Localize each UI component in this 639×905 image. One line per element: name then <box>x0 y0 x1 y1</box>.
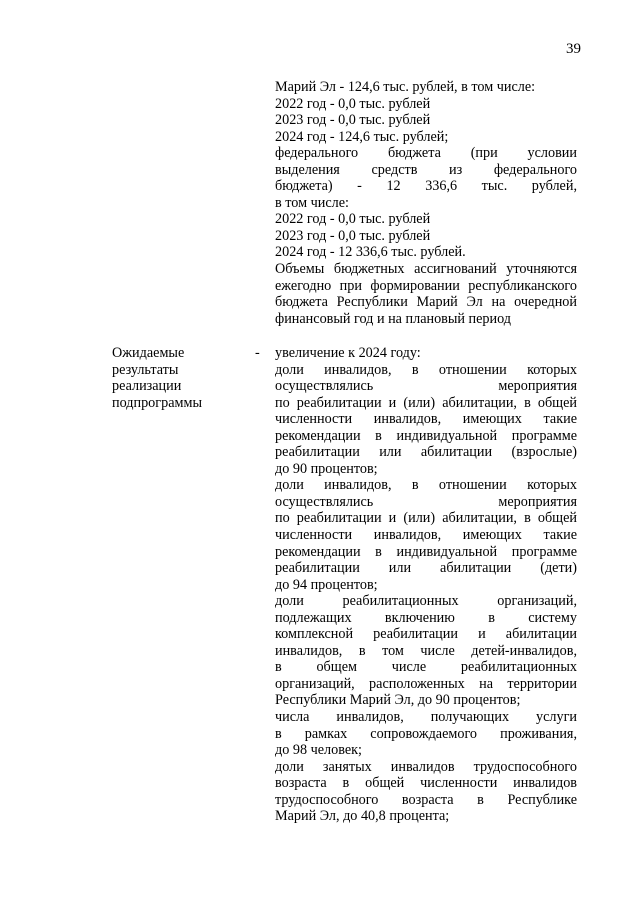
results-label-line: реализации <box>112 378 182 395</box>
results-line: осуществлялись мероприятия <box>275 378 577 395</box>
results-line: до 94 процентов; <box>275 576 378 593</box>
results-line: реабилитации или абилитации (взрослые) <box>275 444 577 461</box>
page-number: 39 <box>566 41 581 57</box>
finance-line: финансовый год и на плановый период <box>275 310 512 327</box>
results-line: численности инвалидов, имеющих такие <box>275 411 577 428</box>
results-label-line: подпрограммы <box>112 394 202 411</box>
results-line: возраста в общей численности инвалидов <box>275 775 577 792</box>
results-line: числа инвалидов, получающих услуги <box>275 709 577 726</box>
results-line: комплексной реабилитации и абилитации <box>275 626 577 643</box>
results-dash: - <box>255 345 260 361</box>
finance-line: ежегодно при формировании республиканского <box>275 277 577 294</box>
finance-block <box>275 79 577 327</box>
results-line: осуществлялись мероприятия <box>275 493 577 510</box>
results-label <box>112 345 252 411</box>
finance-line: 2024 год - 12 336,6 тыс. рублей. <box>275 244 466 261</box>
results-line: доли инвалидов, в отношении которых <box>275 477 577 494</box>
results-line: доли реабилитационных организаций, <box>275 593 577 610</box>
results-line: реабилитации или абилитации (дети) <box>275 560 577 577</box>
results-line: доли занятых инвалидов трудоспособного <box>275 758 577 775</box>
results-line: рекомендации в индивидуальной программе <box>275 543 577 560</box>
finance-line: бюджета Республики Марий Эл на очередной <box>275 294 577 311</box>
results-block <box>275 345 577 825</box>
results-line: доли инвалидов, в отношении которых <box>275 361 577 378</box>
finance-line: 2022 год - 0,0 тыс. рублей <box>275 95 431 112</box>
results-label-line: результаты <box>112 361 179 378</box>
finance-line: 2023 год - 0,0 тыс. рублей <box>275 112 431 129</box>
results-label-line: Ожидаемые <box>112 345 185 361</box>
results-line: Марий Эл, до 40,8 процента; <box>275 808 450 825</box>
results-line: в рамках сопровождаемого проживания, <box>275 725 577 742</box>
results-line: инвалидов, в том числе детей-инвалидов, <box>275 642 577 659</box>
results-line: Республики Марий Эл, до 90 процентов; <box>275 692 521 709</box>
results-line: рекомендации в индивидуальной программе <box>275 427 577 444</box>
results-line: увеличение к 2024 году: <box>275 345 421 361</box>
finance-line: Объемы бюджетных ассигнований уточняются <box>275 261 577 278</box>
results-line: в общем числе реабилитационных <box>275 659 577 676</box>
results-line: организаций, расположенных на территории <box>275 675 577 692</box>
finance-line: Марий Эл - 124,6 тыс. рублей, в том числе: <box>275 79 536 95</box>
results-line: численности инвалидов, имеющих такие <box>275 527 577 544</box>
finance-line: бюджета) - 12 336,6 тыс. рублей, <box>275 178 577 195</box>
finance-line: федерального бюджета (при условии <box>275 145 577 162</box>
results-line: трудоспособного возраста в Республике <box>275 791 577 808</box>
results-line: до 98 человек; <box>275 742 362 759</box>
finance-line: 2023 год - 0,0 тыс. рублей <box>275 227 431 244</box>
finance-line: в том числе: <box>275 194 349 211</box>
results-line: до 90 процентов; <box>275 460 378 477</box>
results-line: по реабилитации и (или) абилитации, в общей <box>275 394 577 411</box>
results-line: подлежащих включению в систему <box>275 609 577 626</box>
finance-line: 2022 год - 0,0 тыс. рублей <box>275 211 431 228</box>
finance-line: выделения средств из федерального <box>275 161 577 178</box>
results-line: по реабилитации и (или) абилитации, в общей <box>275 510 577 527</box>
finance-line: 2024 год - 124,6 тыс. рублей; <box>275 128 449 145</box>
